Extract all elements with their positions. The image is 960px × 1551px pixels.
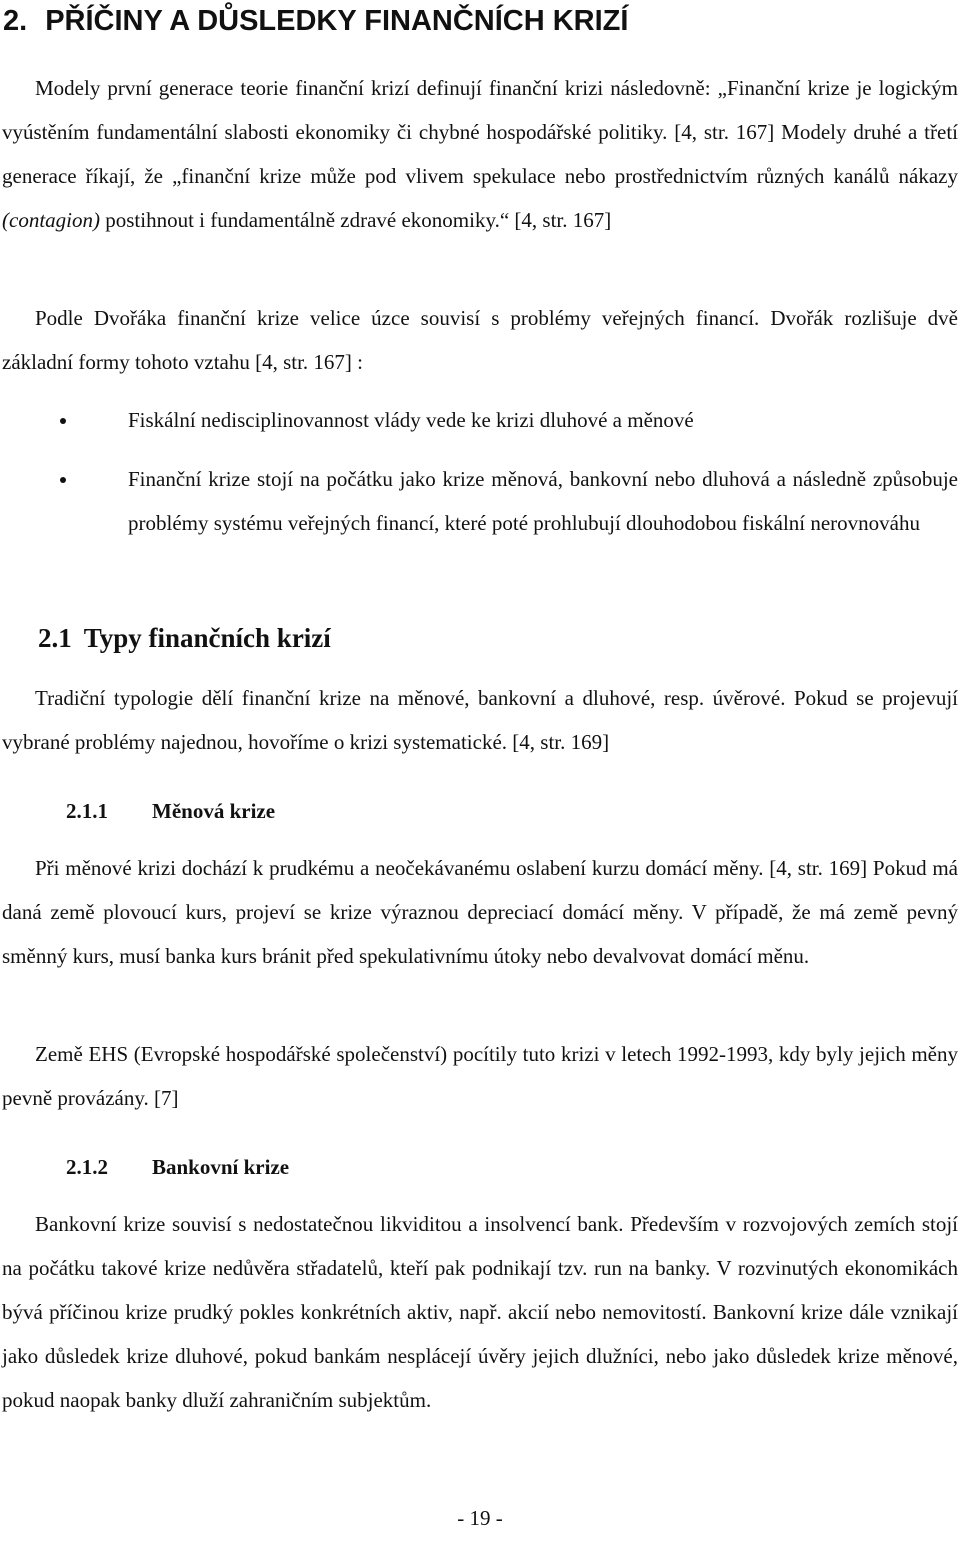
list-item [0,398,958,442]
list-item-text: Finanční krize stojí na počátku jako krize měnová, bankovní nebo dluhová a následně způsobuje problémy systému veřejných financí, které poté prohlubují dlouhodobou fiskální nerovnováhu [128,467,958,535]
section-number: 2.1 [38,623,72,653]
paragraph-banking-crisis: Bankovní krize souvisí s nedostatečnou likviditou a insolvencí bank. Především v rozvojových zemích stojí na počátku takové krize nedůvěra střadatelů, kteří pak podnikají tzv. run na banky. V rozvinutých ekonomikách bývá příčinou krize prudký pokles konkrétních aktiv, např. akcií nebo nemovitostí. Bankovní krize dále vznikají jako důsledek krize dluhové, pokud bankám nesplácejí úvěry jejich dlužníci, nebo jako důsledek krize měnové, pokud naopak banky dluží zahraničním subjektům. [2,1212,958,1412]
chapter-title: PŘÍČINY A DŮSLEDKY FINANČNÍCH KRIZÍ [45,5,629,37]
section-heading-2-1-1 [66,797,275,825]
list-item [0,457,958,545]
section-title: Bankovní krize [152,1155,290,1179]
paragraph-dvorak: Podle Dvořáka finanční krize velice úzce souvisí s problémy veřejných financí. Dvořák rozlišuje dvě základní formy tohoto vztahu [4, str. 167] : [2,306,958,374]
section-heading-2-1-2 [66,1153,289,1181]
section-title: Typy finančních krizí [83,623,331,653]
contagion-term: (contagion) [2,208,100,232]
section-number: 2.1.1 [66,799,108,823]
chapter-heading [3,3,628,39]
paragraph-text-end: postihnout i fundamentálně zdravé ekonomiky.“ [4, str. 167] [99,208,612,232]
chapter-number: 2. [3,5,28,37]
paragraph-financial-crisis-models [2,66,958,242]
page-number: - 19 - [457,1506,503,1530]
paragraph-typology: Tradiční typologie dělí finanční krize na měnové, bankovní a dluhové, resp. úvěrové. Pokud se projevují vybrané problémy najednou, hovoříme o krizi systematické. [4, str. 169] [2,686,958,754]
paragraph-currency-crisis: Při měnové krizi dochází k prudkému a neočekávanému oslabení kurzu domácí měny. [4, str. 169] Pokud má daná země plovoucí kurs, projeví se krize výraznou depreciací domácí měny. V případě, že má země pevný směnný kurs, musí banka kurs bránit před spekulativnímu útoky nebo devalvovat domácí měnu. [2,856,958,968]
section-heading-2-1 [38,621,331,655]
list-item-text: Fiskální nedisciplinovannost vlády vede ke krizi dluhové a měnové [128,408,694,432]
paragraph-text: Modely první generace teorie finanční krizí definují finanční krizi následovně: „Finanční krize je logickým vyústěním fundamentální slabosti ekonomiky či chybné hospodářské politiky. [4, str. 167] Modely druhé a třetí generace říkají, že „finanční krize může pod vlivem spekulace nebo prostřednictvím různých kanálů nákazy [2,76,958,188]
bullet-icon [60,418,66,424]
section-number: 2.1.2 [66,1155,108,1179]
paragraph-ehs: Země EHS (Evropské hospodářské společenství) pocítily tuto krizi v letech 1992-1993, kdy byly jejich měny pevně provázány. [7] [2,1042,958,1110]
section-title: Měnová krize [152,799,276,823]
bullet-icon [60,477,66,483]
